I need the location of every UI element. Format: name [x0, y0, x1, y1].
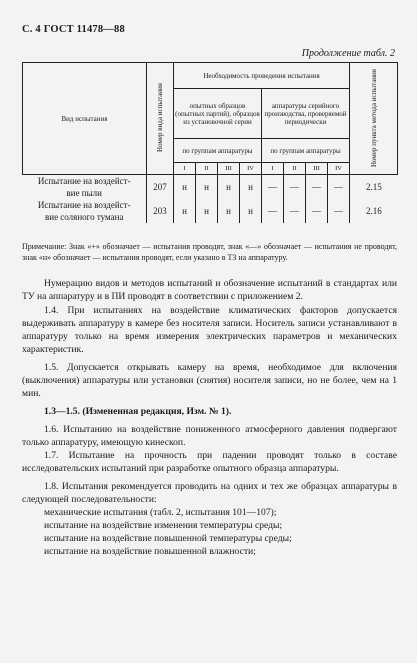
row-method: 2.15 [350, 175, 398, 200]
row-cell: н [240, 199, 262, 223]
row-cell: н [218, 175, 240, 200]
row-cell: — [328, 199, 350, 223]
row-name-a: Испытание на воздейст- [37, 200, 131, 210]
row-name-b: вие соляного тумана [45, 212, 124, 222]
roman-header: IV [328, 163, 350, 175]
page-header: С. 4 ГОСТ 11478—88 [22, 24, 125, 35]
paragraph-1-8: 1.8. Испытания рекомендуется проводить на одних и тех же образцах аппаратуры в следующей последовательности: [22, 481, 397, 505]
row-name [23, 199, 147, 223]
row-cell: н [240, 175, 262, 200]
col-header-necessity: Необходимость проведения испытания [174, 63, 350, 89]
row-cell: — [262, 199, 284, 223]
roman-header: IV [240, 163, 262, 175]
row-cell: — [262, 175, 284, 200]
row-cell: н [196, 199, 218, 223]
paragraph-1-5: 1.5. Допускается открывать камеру на время, необходимое для включения (выключения) аппаратуры или установки (снятия) носителя записи, но не более, чем на 1 мин. [22, 362, 397, 399]
col-header-sub-groups-2: по группам аппаратуры [262, 139, 350, 163]
test-table [22, 62, 398, 223]
row-cell: — [328, 175, 350, 200]
col-header-group-serial: аппаратуры серийного производства, проверяемой периодически [262, 89, 350, 139]
row-number: 203 [147, 199, 174, 223]
row-name [23, 175, 147, 200]
body-text [22, 277, 397, 558]
list-item: механические испытания (табл. 2, испытания 101—107); [44, 507, 277, 518]
roman-header: I [174, 163, 196, 175]
paragraph-1-4: 1.4. При испытаниях на воздействие климатических факторов допускается выдерживать аппаратуру в камере без носителя записи. Носитель записи устанавливают в аппаратуру только на время измерения электрических параметров и механических характеристик. [22, 305, 397, 355]
roman-header: II [284, 163, 306, 175]
row-name-a: Испытание на воздейст- [37, 176, 131, 186]
col-header-sub-groups-1: по группам аппаратуры [174, 139, 262, 163]
paragraph-amendment: 1.3—1.5. (Измененная редакция, Изм. № 1). [44, 406, 232, 417]
row-cell: — [284, 175, 306, 200]
row-cell: — [306, 199, 328, 223]
col-header-test-number [147, 63, 174, 175]
table-row [23, 199, 398, 223]
list-item: испытание на воздействие повышенной температуры среды; [44, 533, 292, 544]
row-cell: — [306, 175, 328, 200]
roman-header: III [218, 163, 240, 175]
row-cell: н [174, 175, 196, 200]
table-note: Примечание: Знак «+» обозначает — испытания проводят, знак «—» обозначает — испытания не проводят, знак «н» обозначает — испытания проводят, если указано в ТЗ на аппаратуру. [22, 242, 397, 262]
row-cell: н [174, 199, 196, 223]
row-cell: н [218, 199, 240, 223]
table-row [23, 175, 398, 200]
paragraph: Нумерацию видов и методов испытаний и обозначение испытаний в стандартах или ТУ на аппаратуру и в ПИ проводят в соответствии с приложением 2. [22, 278, 397, 302]
col-header-group-prototypes: опытных образцов (опытных партий), образцов из установочной серии [174, 89, 262, 139]
row-cell: — [284, 199, 306, 223]
paragraph-1-6: 1.6. Испытанию на воздействие пониженного атмосферного давления подвергают только аппаратуру, имеющую кинескоп. [22, 424, 397, 448]
col-header-method-text: Номер пункта метода испытания [369, 68, 378, 167]
row-name-b: вие пыли [66, 188, 102, 198]
col-header-test-number-text: Номер вида испытания [156, 83, 164, 152]
row-number: 207 [147, 175, 174, 200]
list-item: испытание на воздействие повышенной влажности; [44, 546, 256, 557]
col-header-method [350, 63, 398, 175]
col-header-test-type: Вид испытания [23, 63, 147, 175]
row-cell: н [196, 175, 218, 200]
roman-header: III [306, 163, 328, 175]
roman-header: II [196, 163, 218, 175]
paragraph-1-7: 1.7. Испытание на прочность при падении проводят только в составе исследовательских испытаний при разработке опытного образца аппаратуры. [22, 450, 397, 474]
roman-header: I [262, 163, 284, 175]
table-continuation-label: Продолжение табл. 2 [301, 48, 395, 59]
row-method: 2.16 [350, 199, 398, 223]
list-item: испытание на воздействие изменения температуры среды; [44, 520, 283, 531]
